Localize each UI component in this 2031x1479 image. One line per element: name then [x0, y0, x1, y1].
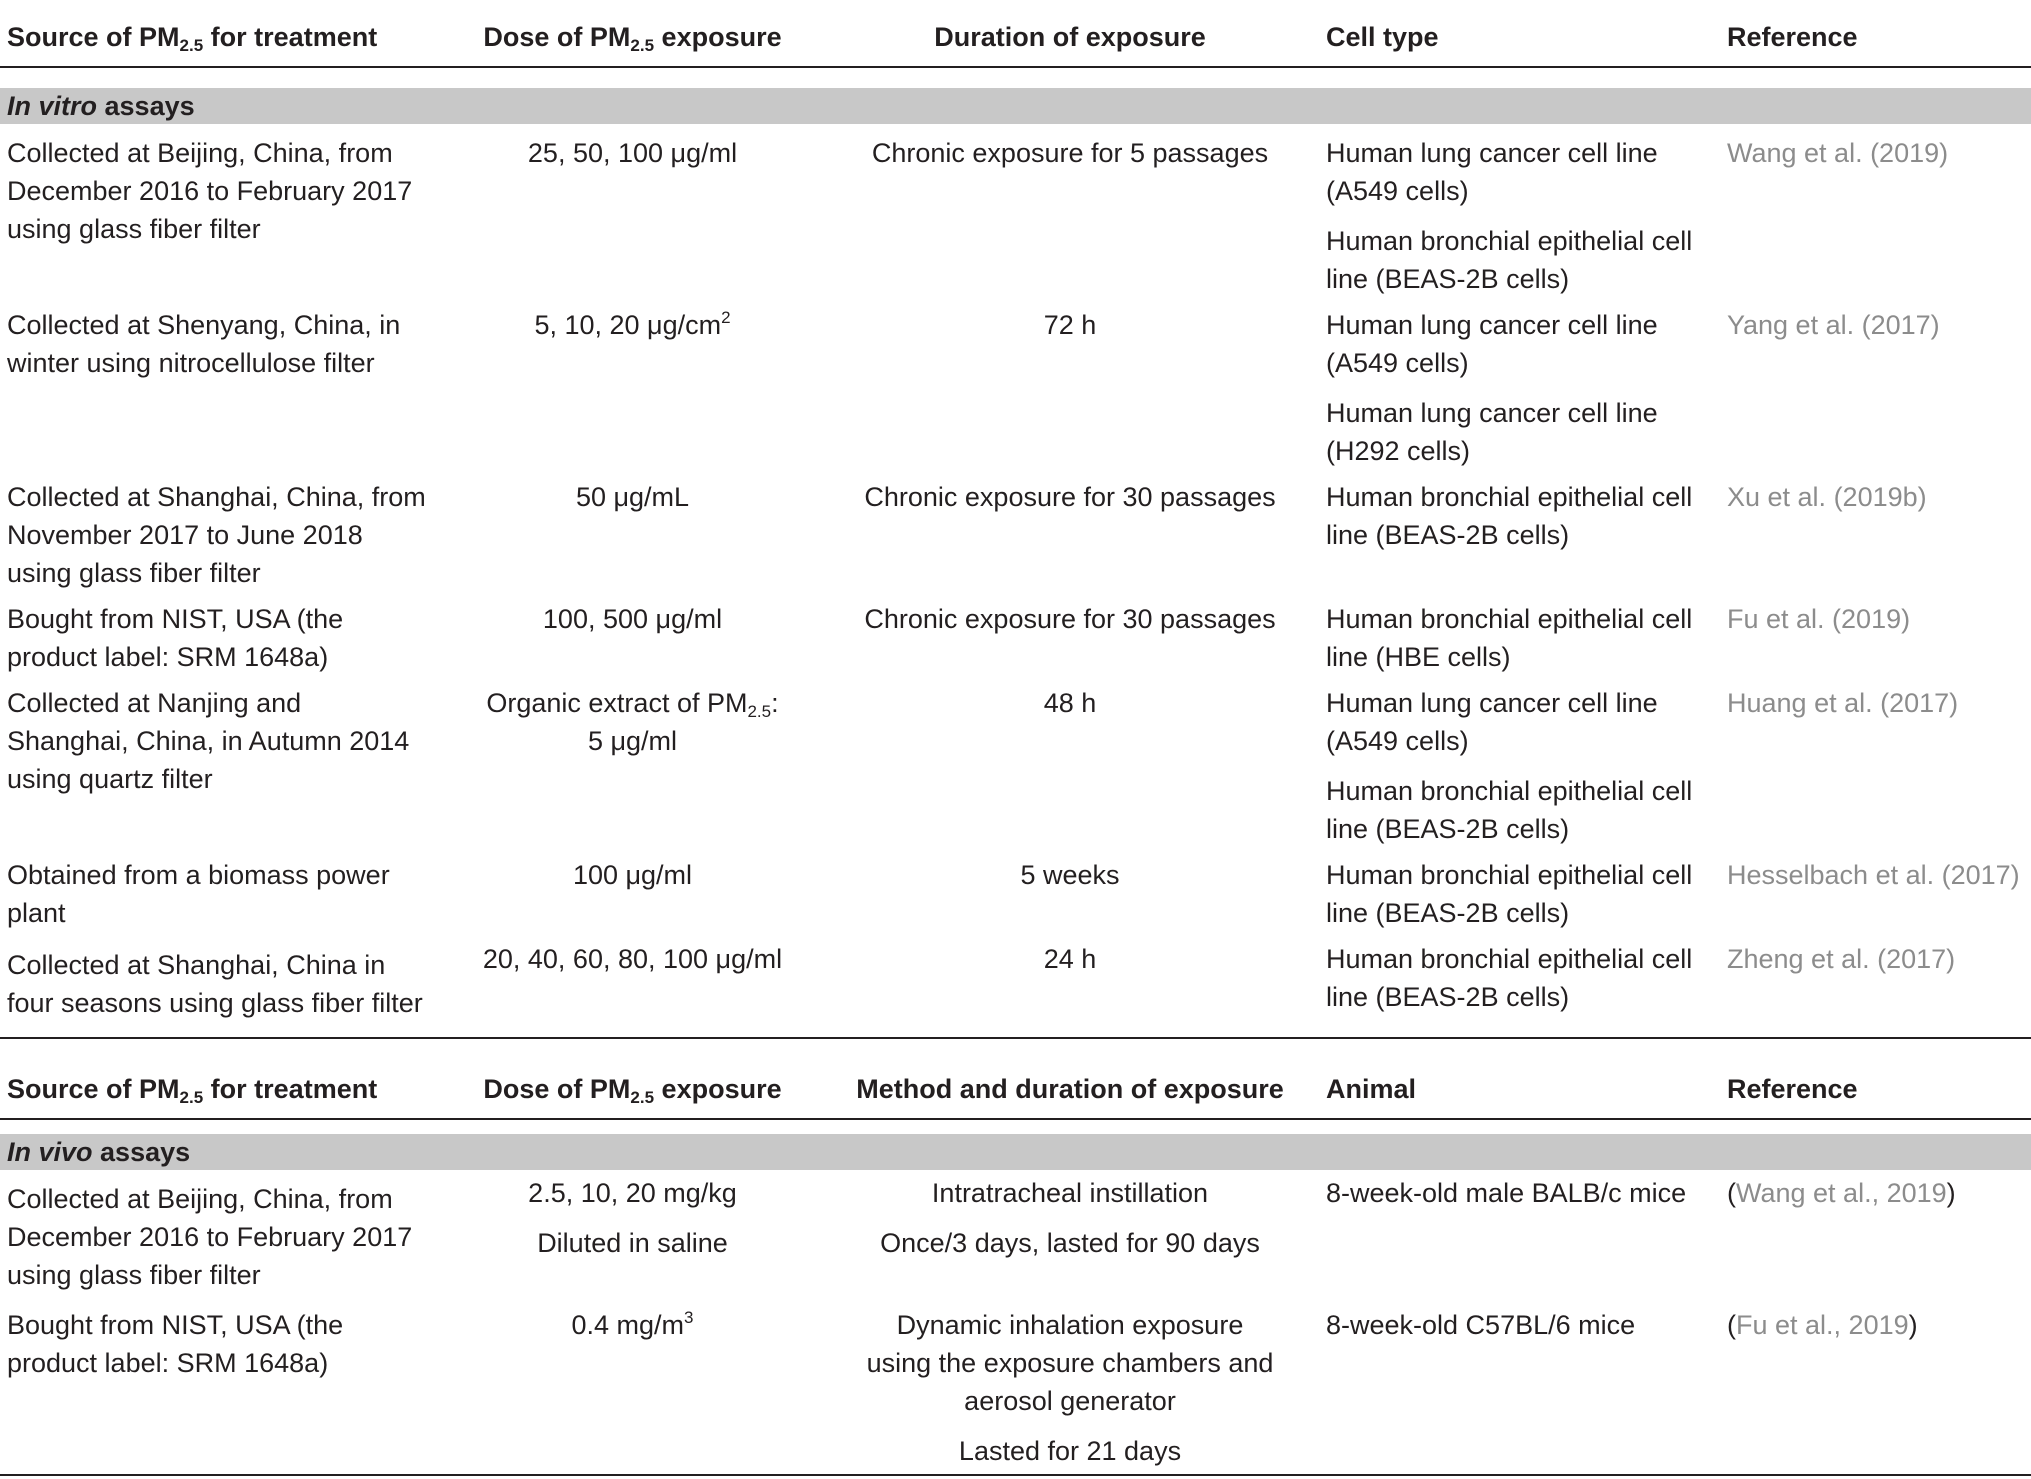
reference-link[interactable]: (Wang et al., 2019)	[1727, 1178, 1956, 1208]
reference-link[interactable]: Hesselbach et al. (2017)	[1727, 860, 2020, 890]
reference-link[interactable]: Yang et al. (2017)	[1727, 310, 1940, 340]
reference-link[interactable]: Wang et al. (2019)	[1727, 138, 1949, 168]
header-dose: Dose of $PM_{2.5}$ exposure	[483, 1074, 782, 1107]
cell-type-cell: Human bronchial epithelial cell line (BEAS-2B cells)	[1326, 482, 1693, 550]
dose-cell: 100 μg/ml	[572, 860, 693, 890]
duration-cell: Chronic exposure for 5 passages	[871, 138, 1269, 168]
dose-cell: 2.5, 10, 20 mg/kg Diluted in saline	[528, 1178, 737, 1258]
duration-cell: 5 weeks	[1020, 860, 1120, 890]
header-dose: Dose of $PM_{2.5}$ exposure	[483, 22, 782, 55]
dose-cell: 25, 50, 100 μg/ml	[527, 138, 738, 168]
method-duration-cell: Intratracheal instillation Once/3 days, lasted for 90 days	[880, 1178, 1260, 1258]
dose-cell: Organic extract of $PM_{2.5}$: 5 μg/ml	[486, 688, 779, 756]
source-cell: Obtained from a biomass power plant	[7, 860, 390, 928]
cell-type-cell: Human lung cancer cell line (A549 cells) Human bronchial epithelial cell line (BEAS-2B cells)	[1326, 688, 1693, 844]
header-reference: Reference	[1727, 22, 1858, 52]
section-label: In vivo assays	[7, 1137, 191, 1167]
source-cell: Collected at Beijing, China, from December 2016 to February 2017 using glass fiber filter	[7, 138, 413, 244]
dose-cell: 20, 40, 60, 80, 100 μg/ml	[482, 944, 783, 974]
source-cell: Bought from NIST, USA (the product label: SRM 1648a)	[7, 604, 344, 672]
cell-type-cell: Human bronchial epithelial cell line (BEAS-2B cells)	[1326, 944, 1693, 1012]
reference-link[interactable]: Fu et al. (2019)	[1727, 604, 1911, 634]
header-rule	[0, 66, 2031, 68]
reference-link[interactable]: Huang et al. (2017)	[1727, 688, 1959, 718]
cell-type-cell: Human bronchial epithelial cell line (BEAS-2B cells)	[1326, 860, 1693, 928]
dose-cell: 0.4 $mg/m^3$	[571, 1308, 694, 1340]
header-source: Source of $PM_{2.5}$ for treatment	[7, 22, 378, 55]
source-cell: Collected at Beijing, China, from December 2016 to February 2017 using glass fiber filter	[7, 1184, 413, 1290]
header-reference: Reference	[1727, 1074, 1858, 1104]
header-method-duration: Method and duration of exposure	[856, 1074, 1284, 1104]
duration-cell: 72 h	[1043, 310, 1097, 340]
reference-link[interactable]: Zheng et al. (2017)	[1727, 944, 1956, 974]
section-band-in-vivo	[0, 1134, 2031, 1170]
duration-cell: Chronic exposure for 30 passages	[864, 482, 1276, 512]
header-source: Source of $PM_{2.5}$ for treatment	[7, 1074, 378, 1107]
source-cell: Collected at Shanghai, China, from November 2017 to June 2018 using glass fiber filter	[7, 482, 426, 588]
header-animal: Animal	[1326, 1074, 1417, 1104]
header-duration: Duration of exposure	[934, 22, 1206, 52]
reference-link[interactable]: (Fu et al., 2019)	[1727, 1310, 1918, 1340]
section-label: In vitro assays	[7, 91, 195, 121]
dose-cell: 100, 500 μg/ml	[542, 604, 723, 634]
header-rule	[0, 1118, 2031, 1120]
dose-cell: 5, 10, 20 $\mu g/cm^2$	[534, 308, 731, 340]
cell-type-cell: Human lung cancer cell line (A549 cells) Human bronchial epithelial cell line (BEAS-2B cells)	[1326, 138, 1693, 294]
reference-link[interactable]: Xu et al. (2019b)	[1727, 482, 1927, 512]
source-cell: Collected at Shanghai, China in four seasons using glass fiber filter	[7, 950, 423, 1018]
source-cell: Collected at Nanjing and Shanghai, China, in Autumn 2014 using quartz filter	[7, 688, 410, 794]
source-cell: Bought from NIST, USA (the product label: SRM 1648a)	[7, 1310, 344, 1378]
source-cell: Collected at Shenyang, China, in winter using nitrocellulose filter	[7, 310, 401, 378]
method-duration-cell: Dynamic inhalation exposure using the exposure chambers and aerosol generator Lasted for 21 days	[866, 1310, 1274, 1466]
section-band-in-vitro	[0, 88, 2031, 124]
duration-cell: 48 h	[1043, 688, 1097, 718]
dose-cell: 50 μg/mL	[575, 482, 690, 512]
duration-cell: 24 h	[1043, 944, 1097, 974]
animal-cell: 8-week-old male BALB/c mice	[1326, 1178, 1687, 1208]
header-cell-type: Cell type	[1326, 22, 1439, 52]
duration-cell: Chronic exposure for 30 passages	[864, 604, 1276, 634]
cell-type-cell: Human bronchial epithelial cell line (HBE cells)	[1326, 604, 1693, 672]
section-divider-rule	[0, 1037, 2031, 1039]
animal-cell: 8-week-old C57BL/6 mice	[1326, 1310, 1636, 1340]
cell-type-cell: Human lung cancer cell line (A549 cells) Human lung cancer cell line (H292 cells)	[1326, 310, 1658, 466]
bottom-rule	[0, 1474, 2031, 1476]
